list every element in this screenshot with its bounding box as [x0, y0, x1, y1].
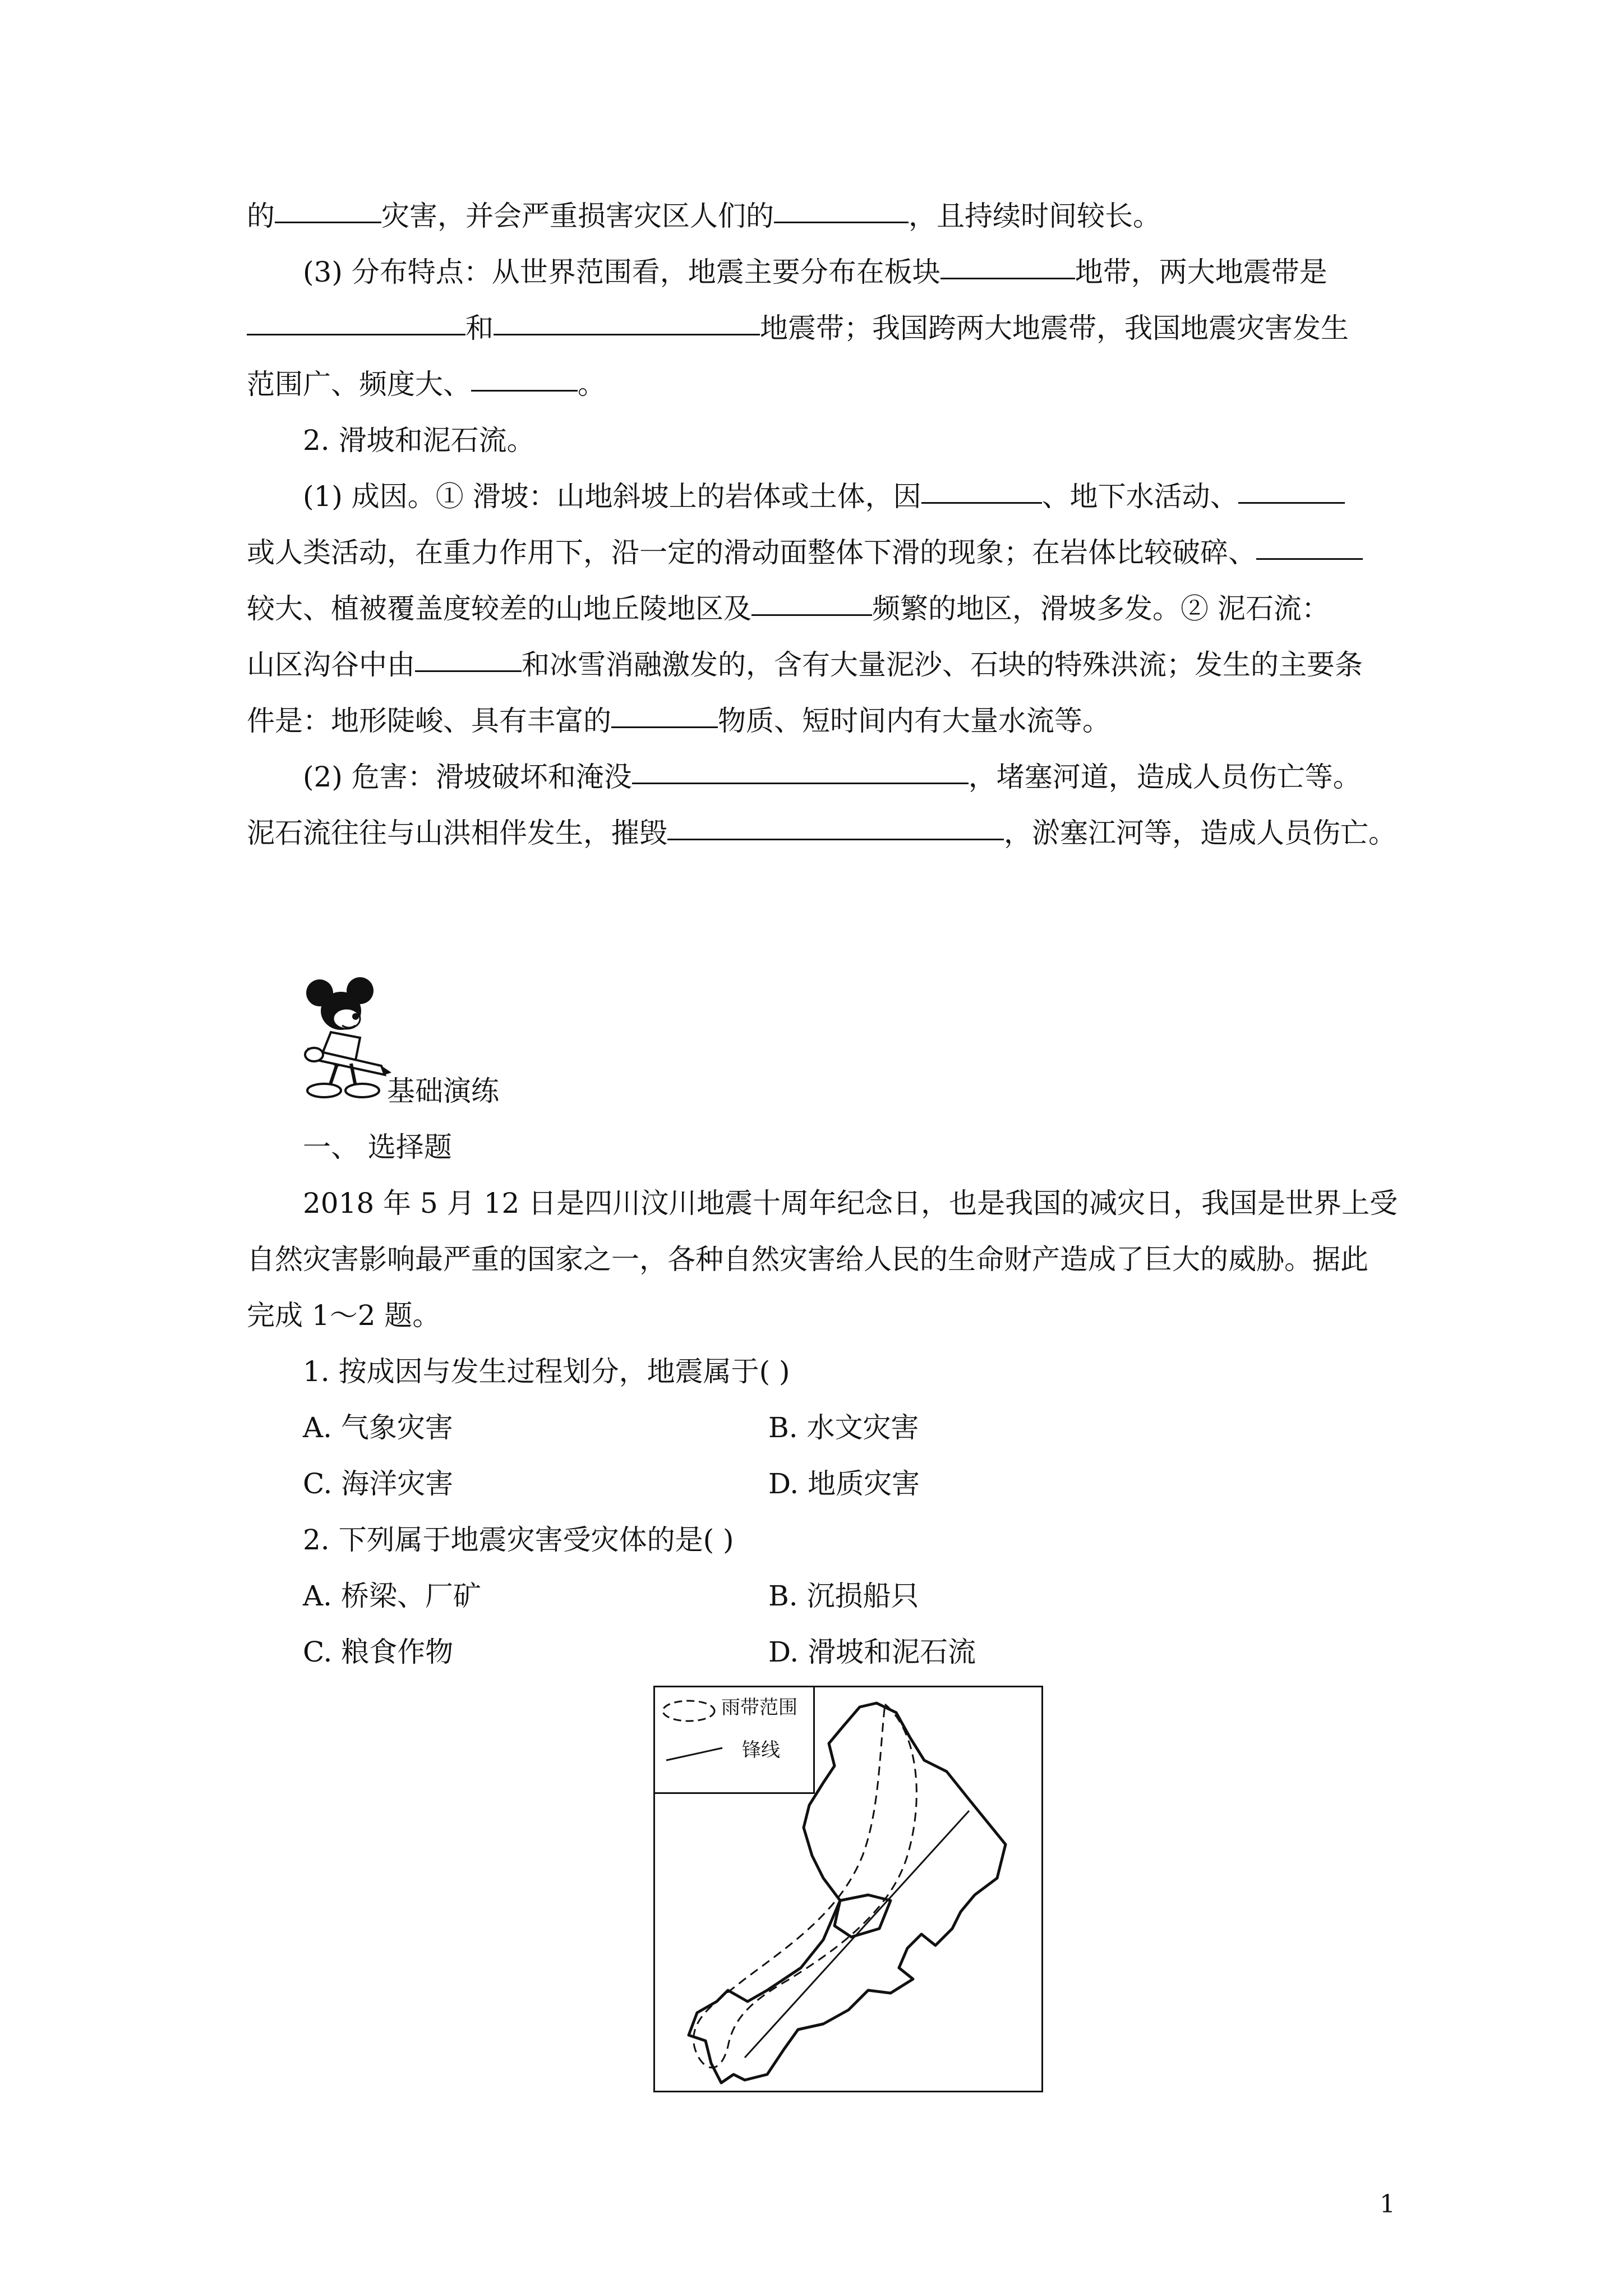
cause-line-3	[247, 581, 1402, 637]
bay-outline	[834, 1895, 891, 1937]
text: 或人类活动，在重力作用下，沿一定的滑动面整体下滑的现象；在岩体比较破碎、	[247, 536, 1256, 569]
text: 的	[247, 200, 275, 232]
text: (1) 成因。① 滑坡：山地斜坡上的岩体或土体，因	[303, 480, 921, 513]
answer-blank[interactable]	[921, 498, 1042, 504]
q1-option-c[interactable]: C. 海洋灾害	[303, 1467, 454, 1500]
distribution-line-1	[303, 244, 1402, 300]
text: ，堵塞河道，造成人员伤亡等。	[968, 761, 1361, 793]
distribution-line-2	[247, 300, 1402, 356]
practice-title: 基础演练	[387, 1075, 499, 1107]
answer-blank[interactable]	[1256, 554, 1363, 560]
text: 灾害，并会严重损害灾区人们的	[381, 200, 774, 232]
intro-line-1: 2018 年 5 月 12 日是四川汶川地震十周年纪念日，也是我国的减灾日，我国是世界上受	[303, 1187, 1398, 1220]
answer-blank[interactable]	[1238, 498, 1345, 504]
q2-option-b[interactable]: B. 沉损船只	[768, 1580, 919, 1612]
text: 较大、植被覆盖度较差的山地丘陵地区及	[247, 592, 751, 625]
cause-line-1	[303, 468, 1402, 524]
text: 范围广、频度大、	[247, 368, 471, 401]
text: (2) 危害：滑坡破坏和淹没	[303, 761, 632, 793]
text: ，且持续时间较长。	[909, 200, 1161, 232]
q1-option-d[interactable]: D. 地质灾害	[768, 1467, 920, 1500]
q1-option-a[interactable]: A. 气象灾害	[303, 1411, 453, 1444]
text: 地带，两大地震带是	[1075, 256, 1327, 288]
harm-line-2	[247, 805, 1402, 861]
q2-option-d[interactable]: D. 滑坡和泥石流	[768, 1636, 976, 1668]
text: 和冰雪消融激发的，含有大量泥沙、石块的特殊洪流；发生的主要条	[522, 648, 1363, 681]
text: 件是：地形陡峻、具有丰富的	[247, 705, 611, 737]
legend-front-label: 锋线	[742, 1739, 780, 1761]
text: 地震带；我国跨两大地震带，我国地震灾害发生	[760, 312, 1349, 344]
coastline	[689, 1703, 1006, 2083]
text: ，淤塞江河等，造成人员伤亡。	[1004, 817, 1396, 849]
map-drawing	[655, 1687, 1041, 2091]
answer-blank[interactable]	[415, 666, 522, 672]
text: 频繁的地区，滑坡多发。② 泥石流：	[872, 592, 1330, 625]
text: 。	[578, 368, 606, 401]
question-2-stem: 2. 下列属于地震灾害受灾体的是( )	[303, 1524, 734, 1556]
text: 山区沟谷中由	[247, 648, 415, 681]
answer-blank[interactable]	[611, 722, 718, 728]
cause-line-2	[247, 524, 1402, 581]
q2-option-a[interactable]: A. 桥梁、厂矿	[303, 1580, 481, 1612]
section-heading: 一、 选择题	[303, 1131, 452, 1163]
question-1-stem: 1. 按成因与发生过程划分，地震属于( )	[303, 1355, 790, 1388]
cause-line-5	[247, 693, 1402, 749]
rain-belt-map	[653, 1686, 1043, 2092]
mascot-icon	[297, 976, 393, 1099]
answer-blank[interactable]	[632, 778, 969, 784]
answer-blank[interactable]	[667, 834, 1004, 840]
cause-line-4	[247, 637, 1402, 693]
answer-blank[interactable]	[494, 329, 760, 335]
text: 、地下水活动、	[1041, 480, 1238, 513]
answer-blank[interactable]	[774, 217, 909, 223]
answer-blank[interactable]	[940, 273, 1075, 279]
landslide-heading: 2. 滑坡和泥石流。	[303, 424, 535, 457]
q1-option-b[interactable]: B. 水文灾害	[768, 1411, 919, 1444]
rain-belt-outline	[694, 1704, 917, 2068]
fill-line-1	[247, 188, 1402, 244]
intro-line-2: 自然灾害影响最严重的国家之一，各种自然灾害给人民的生命财产造成了巨大的威胁。据此	[247, 1243, 1368, 1276]
harm-line-1	[303, 749, 1402, 805]
distribution-line-3	[247, 356, 1402, 412]
text: (3) 分布特点：从世界范围看，地震主要分布在板块	[303, 256, 940, 288]
intro-line-3: 完成 1～2 题。	[247, 1299, 441, 1332]
text: 泥石流往往与山洪相伴发生，摧毁	[247, 817, 667, 849]
text: 物质、短时间内有大量水流等。	[718, 705, 1110, 737]
answer-blank[interactable]	[751, 610, 872, 616]
text: 和	[465, 312, 494, 344]
page-number: 1	[1380, 2190, 1395, 2219]
answer-blank[interactable]	[471, 385, 578, 392]
legend-rain-belt-label: 雨带范围	[721, 1696, 797, 1719]
answer-blank[interactable]	[247, 329, 465, 335]
answer-blank[interactable]	[275, 217, 381, 223]
q2-option-c[interactable]: C. 粮食作物	[303, 1636, 454, 1668]
front-line	[745, 1811, 969, 2058]
